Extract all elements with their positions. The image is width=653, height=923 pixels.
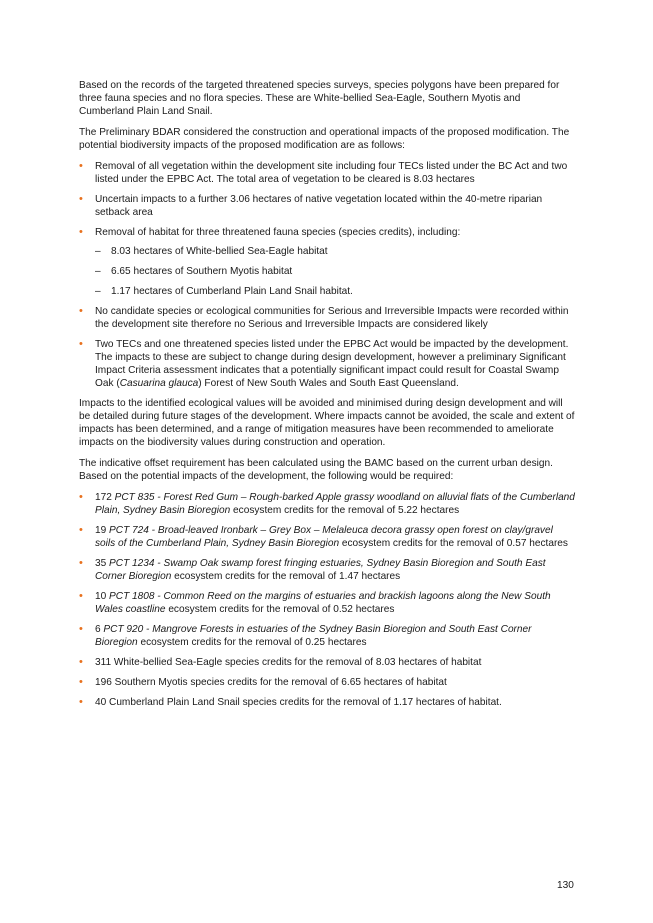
bullet-icon: • [79,656,83,668]
sublist-item: – 6.65 hectares of Southern Myotis habitat [95,266,293,277]
bullet-icon: • [79,557,83,569]
list-item: • 40 Cumberland Plain Land Snail species credits for the removal of 1.17 hectares of habitat. [79,696,502,708]
list-item: • 10 PCT 1808 - Common Reed on the margins of estuaries and brackish lagoons along the New South Wales coastline ecosystem credits for the removal of 0.52 hectares [79,590,551,615]
offsets-list [79,491,575,709]
list-item: • 172 PCT 835 - Forest Red Gum – Rough-barked Apple grassy woodland on alluvial flats of the Cumberland Plain, Sydney Basin Bioregion ecosystem credits for the removal of 5.22 hectares [79,491,575,516]
bullet-icon: • [79,160,83,172]
list-item: • Uncertain impacts to a further 3.06 hectares of native vegetation located within the 40-metre riparian setback area [79,193,543,218]
document-body [79,79,575,716]
list-item: • 311 White-bellied Sea-Eagle species credits for the removal of 8.03 hectares of habitat [79,656,482,668]
list-item: • 19 PCT 724 - Broad-leaved Ironbark – Grey Box – Melaleuca decora grassy open forest on clay/gravel soils of the Cumberland Plain, Sydney Basin Bioregion ecosystem credits for the removal of 0.57 hectares [79,524,568,549]
page-number: 130 [557,880,574,891]
list-item: • 6 PCT 920 - Mangrove Forests in estuaries of the Sydney Basin Bioregion and South East Corner Bioregion ecosystem credits for the removal of 0.25 hectares [79,623,532,648]
bullet-icon: • [79,524,83,536]
bullet-icon: • [79,226,83,238]
list-item: • Two TECs and one threatened species listed under the EPBC Act would be impacted by the development. The impacts to these are subject to change during design development, however a preliminary Significant Impact Criteria assessment indicates that a potentially significant impact could result for Coastal Swamp Oak (Casuarina glauca) Forest of New South Wales and South East Queensland. [79,338,569,389]
dash-icon: – [95,246,101,257]
bullet-icon: • [79,676,83,688]
list-item: • 35 PCT 1234 - Swamp Oak swamp forest fringing estuaries, Sydney Basin Bioregion and South East Corner Bioregion ecosystem credits for the removal of 1.47 hectares [79,557,546,582]
bullet-icon: • [79,696,83,708]
impacts-list [79,160,575,390]
bullet-icon: • [79,491,83,503]
impacts-intro-paragraph: The Preliminary BDAR considered the construction and operational impacts of the proposed modification. The potential biodiversity impacts of the proposed modification are as follows: [79,127,570,151]
sublist-item: – 8.03 hectares of White-bellied Sea-Eagle habitat [95,246,328,257]
list-item: • Removal of habitat for three threatened fauna species (species credits), including: – 8.03 hectares of White-bellied Sea-Eagle habitat – 6.65 hectares of Southern Myotis habitat – 1.17 hectares of Cumberland Plain Land Snail habitat. [79,226,575,298]
bullet-icon: • [79,590,83,602]
dash-icon: – [95,266,101,277]
list-item: • No candidate species or ecological communities for Serious and Irreversible Impacts were recorded within the development site therefore no Serious and Irreversible Impacts are considered likely [79,305,569,330]
dash-icon: – [95,286,101,297]
bullet-icon: • [79,305,83,317]
mitigation-paragraph: Impacts to the identified ecological values will be avoided and minimised during design development and will be detailed during future stages of the development. Where impacts cannot be avoided, the scale and extent of impacts has been determined, and a range of mitigation measures have been recommended to ameliorate impacts on the biodiversity values during construction and operation. [79,398,575,448]
list-item: • 196 Southern Myotis species credits for the removal of 6.65 hectares of habitat [79,676,447,688]
list-item: • Removal of all vegetation within the development site including four TECs listed under the BC Act and two listed under the EPBC Act. The total area of vegetation to be cleared is 8.03 hectares [79,160,568,185]
sublist-item: – 1.17 hectares of Cumberland Plain Land Snail habitat. [95,286,353,297]
offset-intro-paragraph: The indicative offset requirement has been calculated using the BAMC based on the current urban design. Based on the potential impacts of the development, the following would be required: [79,458,553,482]
bullet-icon: • [79,623,83,635]
bullet-icon: • [79,193,83,205]
intro-paragraph: Based on the records of the targeted threatened species surveys, species polygons have been prepared for three fauna species and no flora species. These are White-bellied Sea-Eagle, Southern Myotis and Cumberland Plain Land Snail. [79,80,560,117]
bullet-icon: • [79,338,83,350]
habitat-sublist [95,245,575,298]
